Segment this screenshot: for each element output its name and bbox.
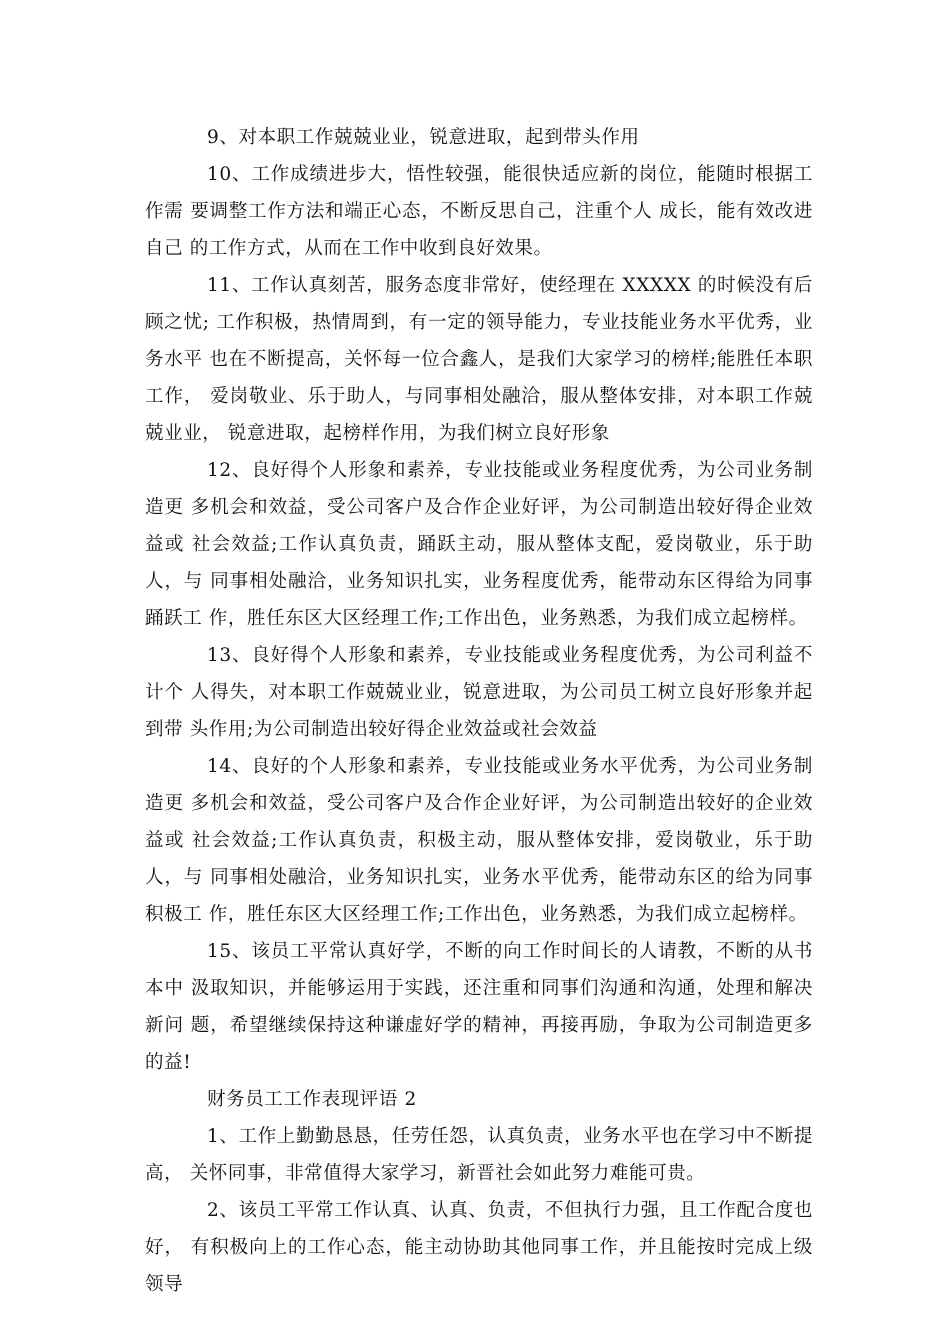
paragraph-s2-1 <box>145 1118 813 1192</box>
text-line: 多机会和效益，受公司客户及合作企业好评，为公司制造出较好的企业效益或 <box>145 793 814 851</box>
text-line: 12、良好得个人形象和素养，专业技能或业务程度优秀，为公司业务制造更 <box>145 460 813 518</box>
text-line: 14、良好的个人形象和素养，专业技能或业务水平优秀，为公司业务制造更 <box>145 756 813 814</box>
paragraph-15 <box>145 933 813 1081</box>
text-line: 要调整工作方法和端正心态，不断反思自己，注重个人 成长，能有效改进自己 <box>145 201 814 259</box>
paragraph-s2-2 <box>145 1192 813 1303</box>
text-line: 汲取知识，并能够运用于实践，还注重和同事们沟通和沟通，处理和解决新问 <box>145 978 814 1036</box>
text-line: 爱岗敬业、乐于助人，与同事相处融洽，服从整体安排，对本职工作兢兢业业， <box>145 386 813 444</box>
text-line: 同事相处融洽，业务知识扎实，业务水平优秀，能带动东区的给为同事积极工 <box>145 867 813 925</box>
text-line: 多机会和效益，受公司客户及合作企业好评，为公司制造出较好得企业效益或 <box>145 497 814 555</box>
paragraph-12 <box>145 452 813 637</box>
text-line: 锐意进取，起榜样作用，为我们树立良好形象 <box>227 423 610 444</box>
text-line: 11、工作认真刻苦，服务态度非常好，使经理在 XXXXX 的时候没有后顾之忧; <box>145 275 813 333</box>
section-heading <box>145 1081 813 1118</box>
text-line: 13、良好得个人形象和素养，专业技能或业务程度优秀，为公司利益不计个 <box>145 645 813 703</box>
text-line: 的工作方式，从而在工作中收到良好效果。 <box>189 238 553 259</box>
text-line: 题，希望继续保持这种谦虚好学的精神，再接再励，争取为公司制造更多的益! <box>145 1015 814 1073</box>
text-line: 人得失，对本职工作兢兢业业，锐意进取，为公司员工树立良好形象并起到带 <box>145 682 814 740</box>
paragraph-11 <box>145 267 813 452</box>
text-line: 同事相处融洽，业务知识扎实，业务程度优秀，能带动东区得给为同事踊跃工 <box>145 571 813 629</box>
document-body <box>145 119 813 1303</box>
text-line: 头作用;为公司制造出较好得企业效益或社会效益 <box>189 719 598 740</box>
text-line: 2、该员工平常工作认真、认真、负责，不但执行力强，且工作配合度也好， <box>145 1200 813 1258</box>
text-line: 也在不断提高，关怀每一位合鑫人，是我们大家学习的榜样;能胜任本职工作， <box>145 349 814 407</box>
text-line: 15、该员工平常认真好学，不断的向工作时间长的人请教，不断的从书本中 <box>145 941 813 999</box>
text-line: 社会效益;工作认真负责，积极主动，服从整体安排，爱岗敬业，乐于助人，与 <box>145 830 814 888</box>
paragraph-13 <box>145 637 813 748</box>
text-line: 作，胜任东区大区经理工作;工作出色，业务熟悉，为我们成立起榜样。 <box>208 904 808 925</box>
text-line: 关怀同事，非常值得大家学习，新晋社会如此努力难能可贵。 <box>189 1163 706 1184</box>
paragraph-14 <box>145 748 813 933</box>
text-line: 9、对本职工作兢兢业业，锐意进取，起到带头作用 <box>207 127 640 148</box>
paragraph-9 <box>145 119 813 156</box>
text-line: 社会效益;工作认真负责，踊跃主动，服从整体支配，爱岗敬业，乐于助人，与 <box>145 534 814 592</box>
text-line: 10、工作成绩进步大，悟性较强，能很快适应新的岗位，能随时根据工作需 <box>145 164 813 222</box>
text-line: 工作积极，热情周到，有一定的领导能力，专业技能业务水平优秀，业务水平 <box>145 312 813 370</box>
text-line: 作，胜任东区大区经理工作;工作出色，业务熟悉，为我们成立起榜样。 <box>208 608 808 629</box>
text-line: 有积极向上的工作心态，能主动协助其他同事工作，并且能按时完成上级领导 <box>145 1237 814 1295</box>
paragraph-10 <box>145 156 813 267</box>
section-title: 财务员工工作表现评语 2 <box>207 1089 417 1110</box>
text-line: 1、工作上勤勤恳恳，任劳任怨，认真负责，业务水平也在学习中不断提高， <box>145 1126 813 1184</box>
